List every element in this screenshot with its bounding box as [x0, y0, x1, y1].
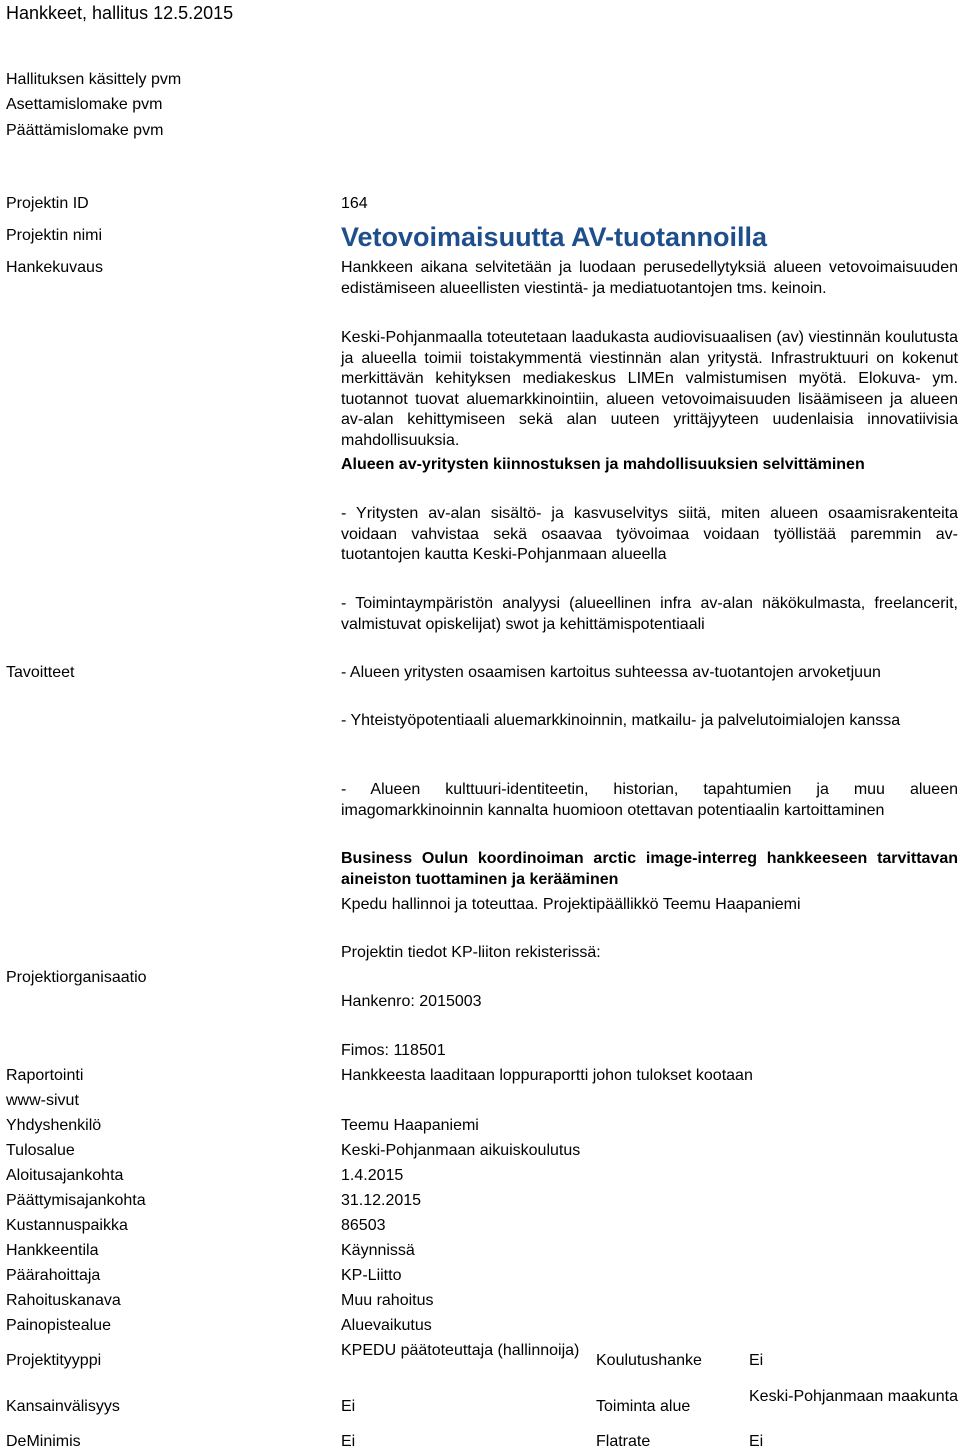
value-paattymisajankohta: 31.12.2015 — [341, 1192, 422, 1209]
value-tulosalue: Keski-Pohjanmaan aikuiskoulutus — [341, 1142, 581, 1159]
organisation-line-2: Projektin tiedot KP-liiton rekisterissä: — [341, 944, 601, 961]
description-paragraph-1: Hankkeen aikana selvitetään ja luodaan perusedellytyksiä alueen vetovoimaisuuden edistämiseen alueellisten viestintä- ja mediatuotantojen tms. keinoin. — [341, 259, 958, 297]
value-raportointi: Hankkeesta laaditaan loppuraportti johon tulokset kootaan — [341, 1067, 753, 1084]
label-yhdyshenkilo: Yhdyshenkilö — [6, 1117, 102, 1134]
label-aloitusajankohta: Aloitusajankohta — [6, 1167, 124, 1184]
label-project-name: Projektin nimi — [6, 227, 103, 244]
label-deminimis: DeMinimis — [6, 1433, 81, 1450]
goal-item-3: - Alueen yritysten osaamisen kartoitus suhteessa av-tuotantojen arvoketjuun — [341, 664, 881, 681]
label-www-sivut: www-sivut — [6, 1092, 79, 1109]
description-paragraph-2: Keski-Pohjanmaalla toteutetaan laadukasta audiovisuaalisen (av) viestinnän koulutusta ja alueella toimii toistakymmentä viestinnän alan yritystä. Infrastruktuuri on kokenut merkittävän kehityksen mediakeskus LIMEn valmistumisen myötä. Elokuva- ym. tuotannot tuovat aluemarkkinointiin, alueen vetovoimaisuuden lisäämiseen ja alueen av-alan kehittymiseen sekä alan uuteen yrittäjyyteen uudenlaisia innovatiivisia mahdollisuuksia. — [341, 329, 958, 449]
label-project-organisation: Projektiorganisaatio — [6, 969, 147, 986]
label-koulutushanke: Koulutushanke — [596, 1352, 702, 1369]
goals-heading-1: Alueen av-yritysten kiinnostuksen ja mahdollisuuksien selvittäminen — [341, 456, 865, 473]
value-paarahoittaja: KP-Liitto — [341, 1267, 402, 1284]
value-painopistealue: Aluevaikutus — [341, 1317, 432, 1334]
value-deminimis: Ei — [341, 1433, 356, 1450]
value-toiminta-alue: Keski-Pohjanmaan maakunta — [749, 1388, 959, 1405]
goal-item-1: - Yritysten av-alan sisältö- ja kasvuselvitys siitä, miten alueen osaamisrakenteita voidaan vahvistaa sekä osaavaa työvoimaa voidaan työllistää paremmin av-tuotantojen kautta Keski-Pohjanmaan alueella — [341, 505, 958, 563]
goal-item-4: - Yhteistyöpotentiaali aluemarkkinoinnin, matkailu- ja palvelutoimialojen kanssa — [341, 712, 901, 729]
label-project-description: Hankekuvaus — [6, 259, 103, 276]
label-toiminta-alue: Toiminta alue — [596, 1398, 691, 1415]
value-projektityyppi: KPEDU päätoteuttaja (hallinnoija) — [341, 1342, 580, 1359]
value-koulutushanke: Ei — [749, 1352, 764, 1369]
label-hallituksen-kasittely-pvm: Hallituksen käsittely pvm — [6, 71, 182, 88]
label-flatrate: Flatrate — [596, 1433, 651, 1450]
project-id-value: 164 — [341, 195, 368, 212]
value-rahoituskanava: Muu rahoitus — [341, 1292, 434, 1309]
organisation-line-1: Kpedu hallinnoi ja toteuttaa. Projektipäällikkö Teemu Haapaniemi — [341, 896, 801, 913]
label-hankkeentila: Hankkeentila — [6, 1242, 99, 1259]
project-name-title: Vetovoimaisuutta AV-tuotannoilla — [341, 222, 768, 252]
page-header-title: Hankkeet, hallitus 12.5.2015 — [6, 3, 234, 23]
label-paattamislomake-pvm: Päättämislomake pvm — [6, 122, 164, 139]
label-asettamislomake-pvm: Asettamislomake pvm — [6, 96, 163, 113]
label-goals: Tavoitteet — [6, 664, 75, 681]
label-kustannuspaikka: Kustannuspaikka — [6, 1217, 128, 1234]
goal-item-5: - Alueen kulttuuri-identiteetin, historian, tapahtumien ja muu alueen imagomarkkinoinnin kannalta huomioon otettavan potentiaalin kartoittaminen — [341, 781, 958, 819]
value-yhdyshenkilo: Teemu Haapaniemi — [341, 1117, 479, 1134]
organisation-line-3: Hankenro: 2015003 — [341, 993, 482, 1010]
label-projektityyppi: Projektityyppi — [6, 1352, 102, 1369]
label-tulosalue: Tulosalue — [6, 1142, 75, 1159]
label-kansainvalisyys: Kansainvälisyys — [6, 1398, 120, 1415]
value-flatrate: Ei — [749, 1433, 764, 1450]
value-kansainvalisyys: Ei — [341, 1398, 356, 1415]
value-aloitusajankohta: 1.4.2015 — [341, 1167, 404, 1184]
label-paarahoittaja: Päärahoittaja — [6, 1267, 101, 1284]
label-painopistealue: Painopistealue — [6, 1317, 111, 1334]
goal-item-2: - Toimintaympäristön analyysi (alueellinen infra av-alan näkökulmasta, freelancerit, valmistuvat opiskelijat) swot ja kehittämispotentiaali — [341, 595, 958, 633]
value-hankkeentila: Käynnissä — [341, 1242, 415, 1259]
goals-heading-2: Business Oulun koordinoiman arctic image-interreg hankkeeseen tarvittavan aineiston tuottaminen ja kerääminen — [341, 850, 958, 888]
label-raportointi: Raportointi — [6, 1067, 84, 1084]
label-paattymisajankohta: Päättymisajankohta — [6, 1192, 146, 1209]
value-kustannuspaikka: 86503 — [341, 1217, 386, 1234]
label-project-id: Projektin ID — [6, 195, 89, 212]
label-rahoituskanava: Rahoituskanava — [6, 1292, 121, 1309]
organisation-line-4: Fimos: 118501 — [341, 1042, 446, 1059]
